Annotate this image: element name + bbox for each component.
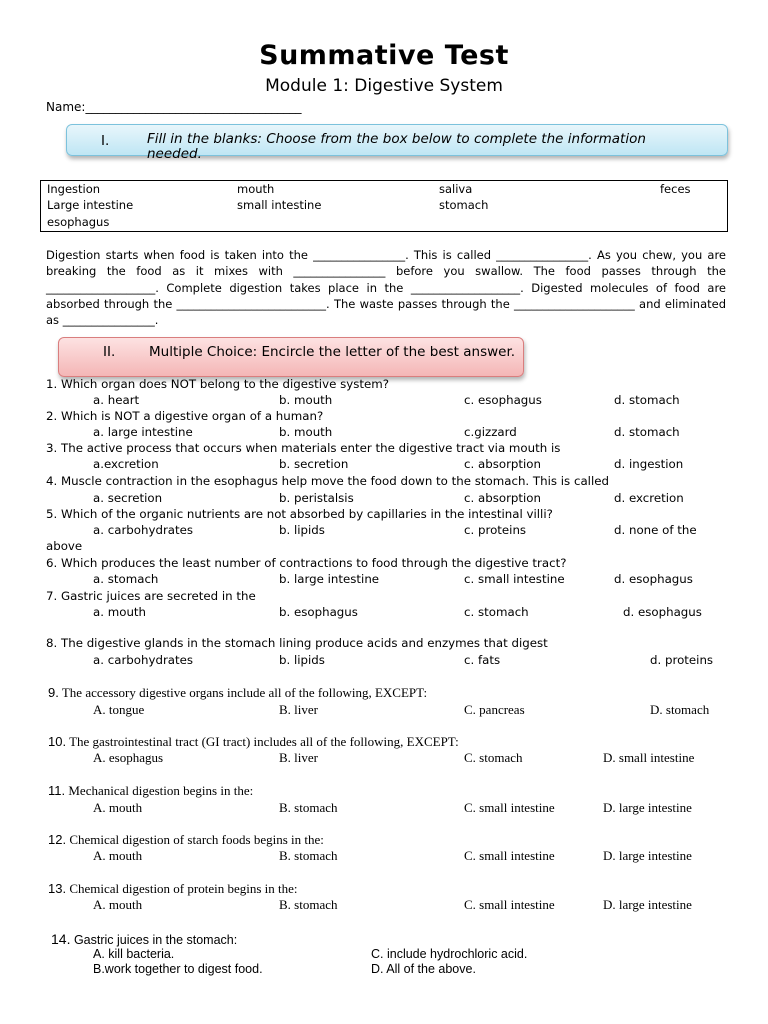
option-d[interactable]: D. All of the above. [371,962,476,976]
option-c[interactable]: c. esophagus [464,393,542,407]
part1-instruction-line1: Fill in the blanks: Choose from the box below to complete the information [147,131,646,147]
option-c[interactable]: C. small intestine [464,897,555,912]
option-a[interactable]: a. heart [93,393,140,407]
option-d[interactable]: D. stomach [650,702,710,717]
option-d[interactable]: D. large intestine [603,800,692,815]
option-a[interactable]: A. mouth [93,800,143,815]
question-text: Gastric juices in the stomach: [73,933,238,947]
option-c[interactable]: c. proteins [464,523,527,537]
option-a[interactable]: a. carbohydrates [93,653,194,667]
option-c[interactable]: c. small intestine [464,572,565,586]
question-2: 2. Which is NOT a digestive organ of a human? [46,409,324,423]
option-a[interactable]: a. mouth [93,605,147,619]
option-a[interactable]: A. mouth [93,848,143,863]
option-d-continued: above [46,539,83,553]
word-item: small intestine [237,198,322,212]
option-a[interactable]: a. carbohydrates [93,523,194,537]
option-a[interactable]: A. mouth [93,897,143,912]
part2-roman: II. [103,344,116,360]
part2-instruction: Multiple Choice: Encircle the letter of the best answer. [149,344,516,360]
question-number: 12. [48,832,67,847]
option-a[interactable]: A. tongue [93,702,145,717]
question-4: 4. Muscle contraction in the esophagus help move the food down to the stomach. This is called [46,474,609,488]
question-number: 13. [48,881,67,896]
option-b[interactable]: b. secretion [279,457,349,471]
fill-in-paragraph: Digestion starts when food is taken into the ________________. This is called ________________. As you chew, you are breaking the food as it mixes with ________________ before you swallow. The food passes through the ___________________. Complete digestion takes place in the ___________________. Digested molecules of food are absorbed through the __________________________. The waste passes through the _____________________ and eliminated as ________________. [46,248,726,328]
option-c[interactable]: C. include hydrochloric acid. [371,947,528,961]
option-b[interactable]: B. stomach [279,897,338,912]
part2-header [58,337,524,377]
question-text: The accessory digestive organs include all of the following, EXCEPT: [61,685,428,700]
option-a[interactable]: a. large intestine [93,425,193,439]
option-b[interactable]: B. liver [279,702,318,717]
question-8: 8. The digestive glands in the stomach lining produce acids and enzymes that digest [46,636,548,650]
option-b[interactable]: b. mouth [279,425,333,439]
option-a[interactable]: A. esophagus [93,750,164,765]
question-text: Chemical digestion of protein begins in the: [69,881,298,896]
option-d[interactable]: D. large intestine [603,848,692,863]
page-subtitle: Module 1: Digestive System [265,76,503,96]
part1-instruction-line2: needed. [147,146,202,162]
question-number: 11. [48,783,66,798]
question-13 [48,881,298,897]
option-d[interactable]: d. stomach [614,393,680,407]
option-b[interactable]: b. large intestine [279,572,380,586]
question-12 [48,832,324,848]
part1-header [66,124,728,162]
option-b[interactable]: b. peristalsis [279,491,354,505]
question-3: 3. The active process that occurs when materials enter the digestive tract via mouth is [46,441,561,455]
question-number: 14. [51,931,71,947]
option-a[interactable]: a.excretion [93,457,159,471]
option-d[interactable]: d. esophagus [614,572,693,586]
page-title: Summative Test [259,40,509,71]
option-c[interactable]: c. fats [464,653,501,667]
name-field: Name:____________________________________ [46,100,302,114]
question-6: 6. Which produces the least number of contractions to food through the digestive tract? [46,556,567,570]
option-b[interactable]: b. esophagus [279,605,358,619]
option-b[interactable]: b. lipids [279,523,325,537]
question-text: The gastrointestinal tract (GI tract) includes all of the following, EXCEPT: [69,734,459,749]
option-b[interactable]: B. stomach [279,848,338,863]
option-b[interactable]: B. stomach [279,800,338,815]
option-c[interactable]: c. absorption [464,491,542,505]
option-b[interactable]: B. liver [279,750,318,765]
question-number: 9. [48,685,59,700]
option-b[interactable]: b. mouth [279,393,333,407]
question-11 [48,783,253,799]
word-item: Large intestine [47,198,134,212]
word-item: saliva [439,182,473,196]
option-b[interactable]: B.work together to digest food. [93,962,263,976]
option-a[interactable]: a. secretion [93,491,163,505]
question-number: 10. [48,734,67,749]
word-item: feces [660,182,691,196]
question-text: Mechanical digestion begins in the: [68,783,254,798]
option-a[interactable]: A. kill bacteria. [93,947,175,961]
question-10 [48,734,459,750]
option-a[interactable]: a. stomach [93,572,159,586]
word-bank [40,180,728,232]
word-item: Ingestion [47,182,101,196]
option-d[interactable]: d. none of the [614,523,697,537]
question-9 [48,685,427,701]
option-c[interactable]: C. pancreas [464,702,525,717]
option-d[interactable]: d. proteins [650,653,714,667]
word-item: mouth [237,182,275,196]
option-c[interactable]: c.gizzard [464,425,517,439]
part1-instruction [147,132,646,162]
question-5: 5. Which of the organic nutrients are not absorbed by capillaries in the intestinal villi? [46,507,553,521]
option-c[interactable]: C. stomach [464,750,523,765]
option-c[interactable]: C. small intestine [464,848,555,863]
question-7: 7. Gastric juices are secreted in the [46,589,256,603]
option-c[interactable]: C. small intestine [464,800,555,815]
option-d[interactable]: D. small intestine [603,750,695,765]
option-d[interactable]: D. large intestine [603,897,692,912]
option-d[interactable]: d. ingestion [614,457,684,471]
word-item: stomach [439,198,489,212]
question-text: Chemical digestion of starch foods begins in the: [69,832,324,847]
part1-roman: I. [101,133,110,149]
word-item: esophagus [47,215,110,229]
option-c[interactable]: c. absorption [464,457,542,471]
option-c[interactable]: c. stomach [464,605,529,619]
question-14 [51,931,237,947]
option-d[interactable]: d. excretion [614,491,684,505]
question-1: 1. Which organ does NOT belong to the digestive system? [46,377,389,391]
option-b[interactable]: b. lipids [279,653,325,667]
option-d[interactable]: d. esophagus [623,605,702,619]
option-d[interactable]: d. stomach [614,425,680,439]
